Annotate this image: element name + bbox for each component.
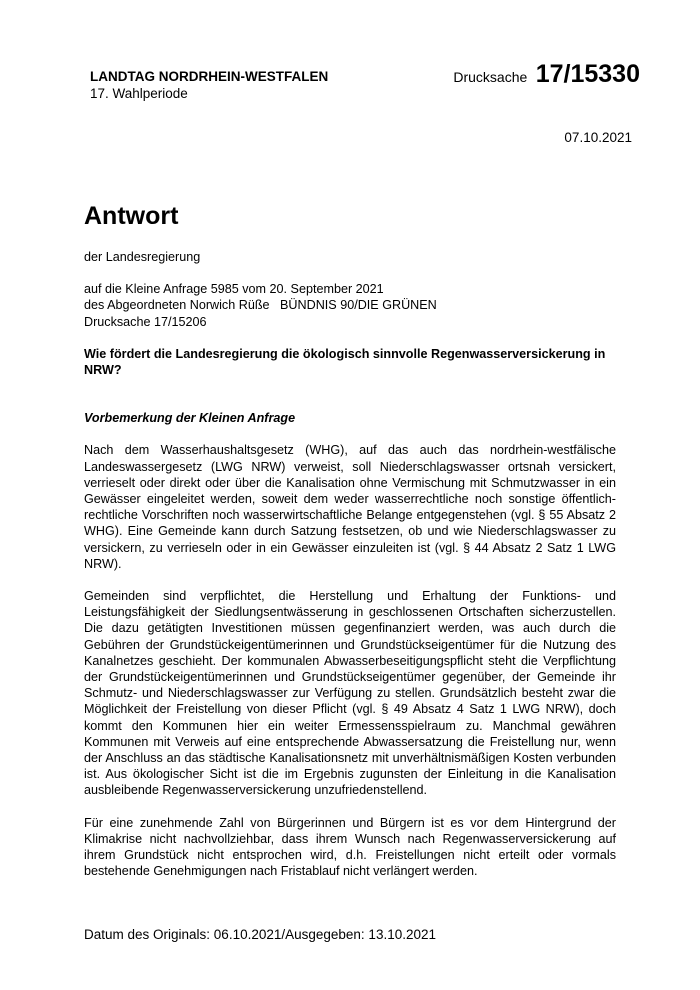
document-header (90, 68, 328, 102)
reference-block (84, 281, 616, 330)
reference-line: Drucksache 17/15206 (84, 314, 207, 329)
document-footer: Datum des Originals: 06.10.2021/Ausgegeben: 13.10.2021 (84, 927, 437, 942)
body-paragraph: Gemeinden sind verpflichtet, die Herstellung und Erhaltung der Funktions- und Leistungsfähigkeit der Siedlungsentwässerung in geschlossenen Ortschaften sicherzustellen. Die dazu getätigten Investitionen müssen gegenfinanziert werden, was auch durch die Gebühren der Grundstückeigentümerinnen und Grundstückseigentümer für die Nutzung des Kanalnetzes geschieht. Der kommunalen Abwasserbeseitigungspflicht steht die Verpflichtung der Grundstückeigentümerinnen und Grundstückseigentümer gegenüber, der Gemeinde ihr Schmutz- und Niederschlagswasser zur Verfügung zu stellen. Grundsätzlich besteht zwar die Möglichkeit der Freistellung von dieser Pflicht (vgl. § 49 Absatz 4 Satz 1 LWG NRW), doch kommt den Kommunen hier ein weiter Ermessensspielraum zu. Manchmal gewähren Kommunen mit Verweis auf eine entsprechende Abwassersatzung die Freistellung nur, wenn der Anschluss an das städtische Kanalisationsnetz mit unverhältnismäßigen Kosten verbunden ist. Aus ökologischer Sicht ist die im Ergebnis zugunsten der Einleitung in die Kanalisation ausbleibende Regenwasserversickerung unzufriedenstellend. (84, 589, 616, 798)
body-paragraph: Für eine zunehmende Zahl von Bürgerinnen und Bürgern ist es vor dem Hintergrund der Klimakrise nicht nachvollziehbar, dass ihrem Wunsch nach Regenwasserversickerung auf ihrem Grundstück nicht entsprochen wird, d.h. Freistellungen nicht erteilt oder vormals bestehende Genehmigungen nach Fristablauf nicht verlängert werden. (84, 815, 616, 879)
legislative-period: 17. Wahlperiode (90, 86, 188, 101)
reference-line: des Abgeordneten Norwich Rüße BÜNDNIS 90/DIE GRÜNEN (84, 298, 437, 313)
document-type-title: Antwort (84, 202, 179, 230)
issuer-line: der Landesregierung (84, 250, 201, 264)
section-heading: Vorbemerkung der Kleinen Anfrage (84, 411, 296, 426)
drucksache-number: 17/15330 (535, 60, 640, 88)
drucksache-block (453, 60, 640, 89)
document-body (84, 249, 616, 896)
reference-line: auf die Kleine Anfrage 5985 vom 20. September 2021 (84, 282, 384, 297)
document-date: 07.10.2021 (564, 130, 632, 145)
parliament-name: LANDTAG NORDRHEIN-WESTFALEN (90, 69, 329, 84)
drucksache-label: Drucksache (453, 69, 528, 85)
question-title: Wie fördert die Landesregierung die ökologisch sinnvolle Regenwasserversickerung in NRW? (84, 346, 606, 378)
body-paragraph: Nach dem Wasserhaushaltsgesetz (WHG), auf das auch das nordrhein-westfälische Landeswassergesetz (LWG NRW) verweist, soll Niederschlagswasser ortsnah versickert, verrieselt oder direkt oder über die Kanalisation ohne Vermischung mit Schmutzwasser in ein Gewässer eingeleitet werden, soweit dem weder wasserrechtliche noch sonstige öffentlich-rechtliche Vorschriften noch wasserwirtschaftliche Belange entgegenstehen (vgl. § 55 Absatz 2 WHG). Eine Gemeinde kann durch Satzung festsetzen, ob und wie Niederschlagswasser zu versickern, zu verrieseln oder in ein Gewässer einzuleiten ist (vgl. § 44 Absatz 2 Satz 1 LWG NRW). (84, 443, 616, 571)
